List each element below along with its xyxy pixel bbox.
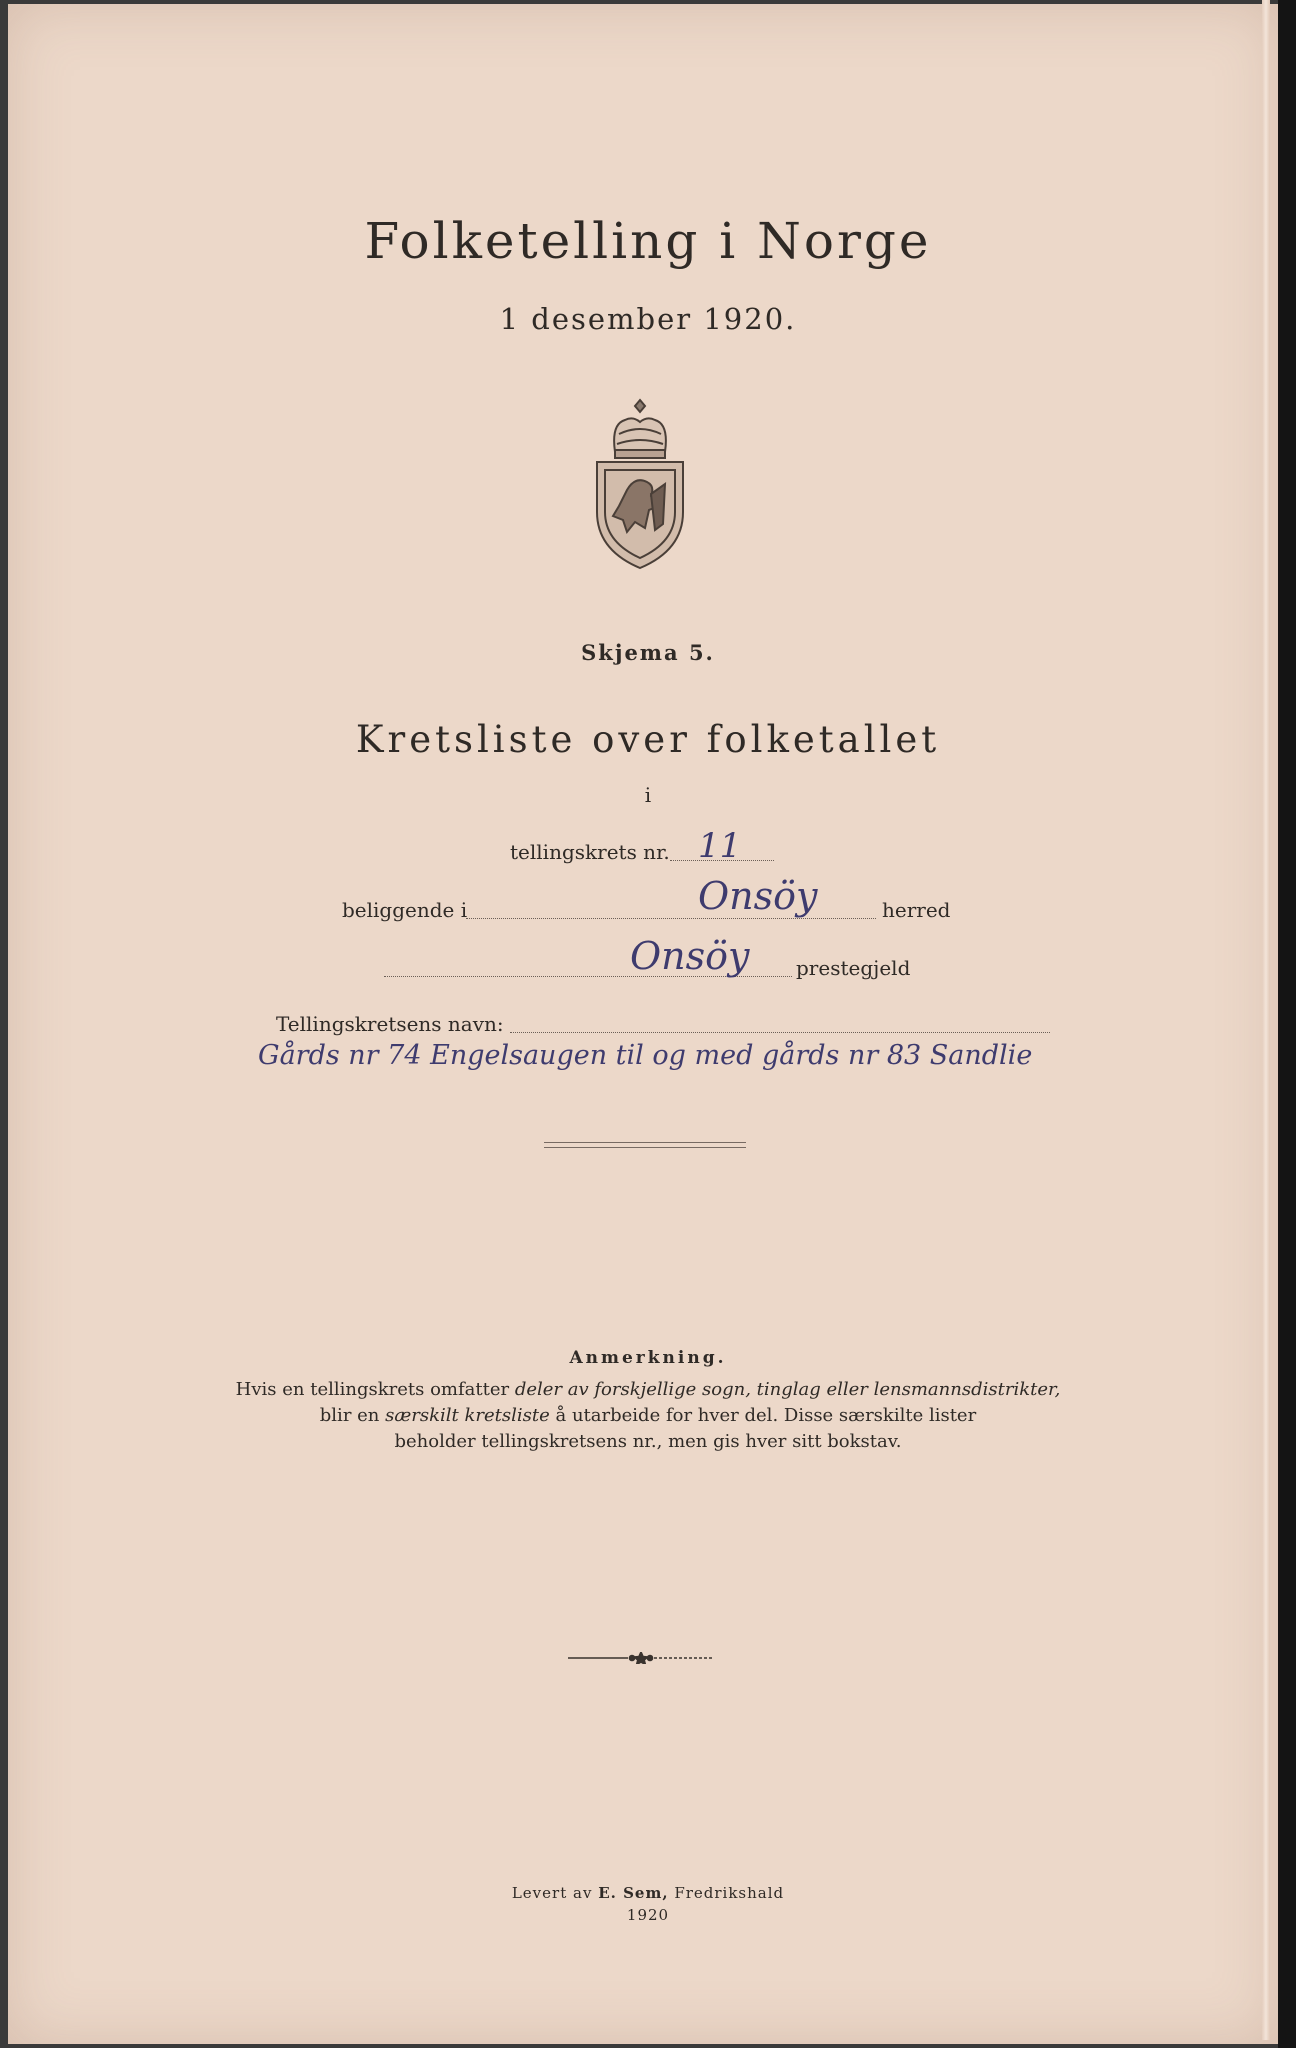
form-heading: Kretsliste over folketallet [355,718,941,761]
printer-year: 1920 [626,1906,670,1924]
krets-name-value: Gårds nr 74 Engelsaugen til og med gårds nr 83 Sandlie [258,1040,1033,1071]
herred-line [466,918,876,919]
note-line-1 [0,1378,1296,1402]
printer-credit-prefix: Levert av [511,1884,599,1902]
note-line-2-text: blir en [319,1405,386,1426]
note-line-2 [0,1404,1296,1428]
krets-name-label: Tellingskretsens navn: [276,1012,504,1036]
separator-rule-top [544,1142,746,1143]
herred-label: herred [882,898,951,922]
printer-location: Fredrikshald [668,1884,785,1902]
prestegjeld-label: prestegjeld [796,956,911,980]
beliggende-label: beliggende i [342,898,468,922]
document-date: 1 desember 1920. [499,302,797,336]
note-line-2-emphasis: særskilt kretsliste [385,1405,550,1426]
note-line-1-emphasis: deler av forskjellige sogn, tinglag eller lensmannsdistrikter, [514,1379,1061,1400]
herred-value: Onsöy [698,874,818,918]
note-heading: Anmerkning. [569,1348,727,1368]
krets-number-value: 11 [698,826,742,866]
printer-credit [0,1884,1296,1902]
document-title: Folketelling i Norge [364,212,932,270]
note-line-3: beholder tellingskretsens nr., men gis hver sitt bokstav. [394,1431,902,1452]
separator-rule-bottom [544,1147,746,1148]
schema-number: Skjema 5. [581,640,715,665]
prestegjeld-value: Onsöy [630,934,750,978]
krets-number-label: tellingskrets nr. [510,840,670,864]
star-ornament-icon [566,1652,716,1664]
krets-name-line [510,1032,1050,1033]
printer-name: E. Sem, [598,1884,669,1902]
note-line-2-rest: å utarbeide for hver del. Disse særskilte lister [549,1405,977,1426]
coat-of-arms-icon [591,394,689,570]
preposition-text: i [644,783,652,807]
note-line-1-text: Hvis en tellingskrets omfatter [235,1379,515,1400]
